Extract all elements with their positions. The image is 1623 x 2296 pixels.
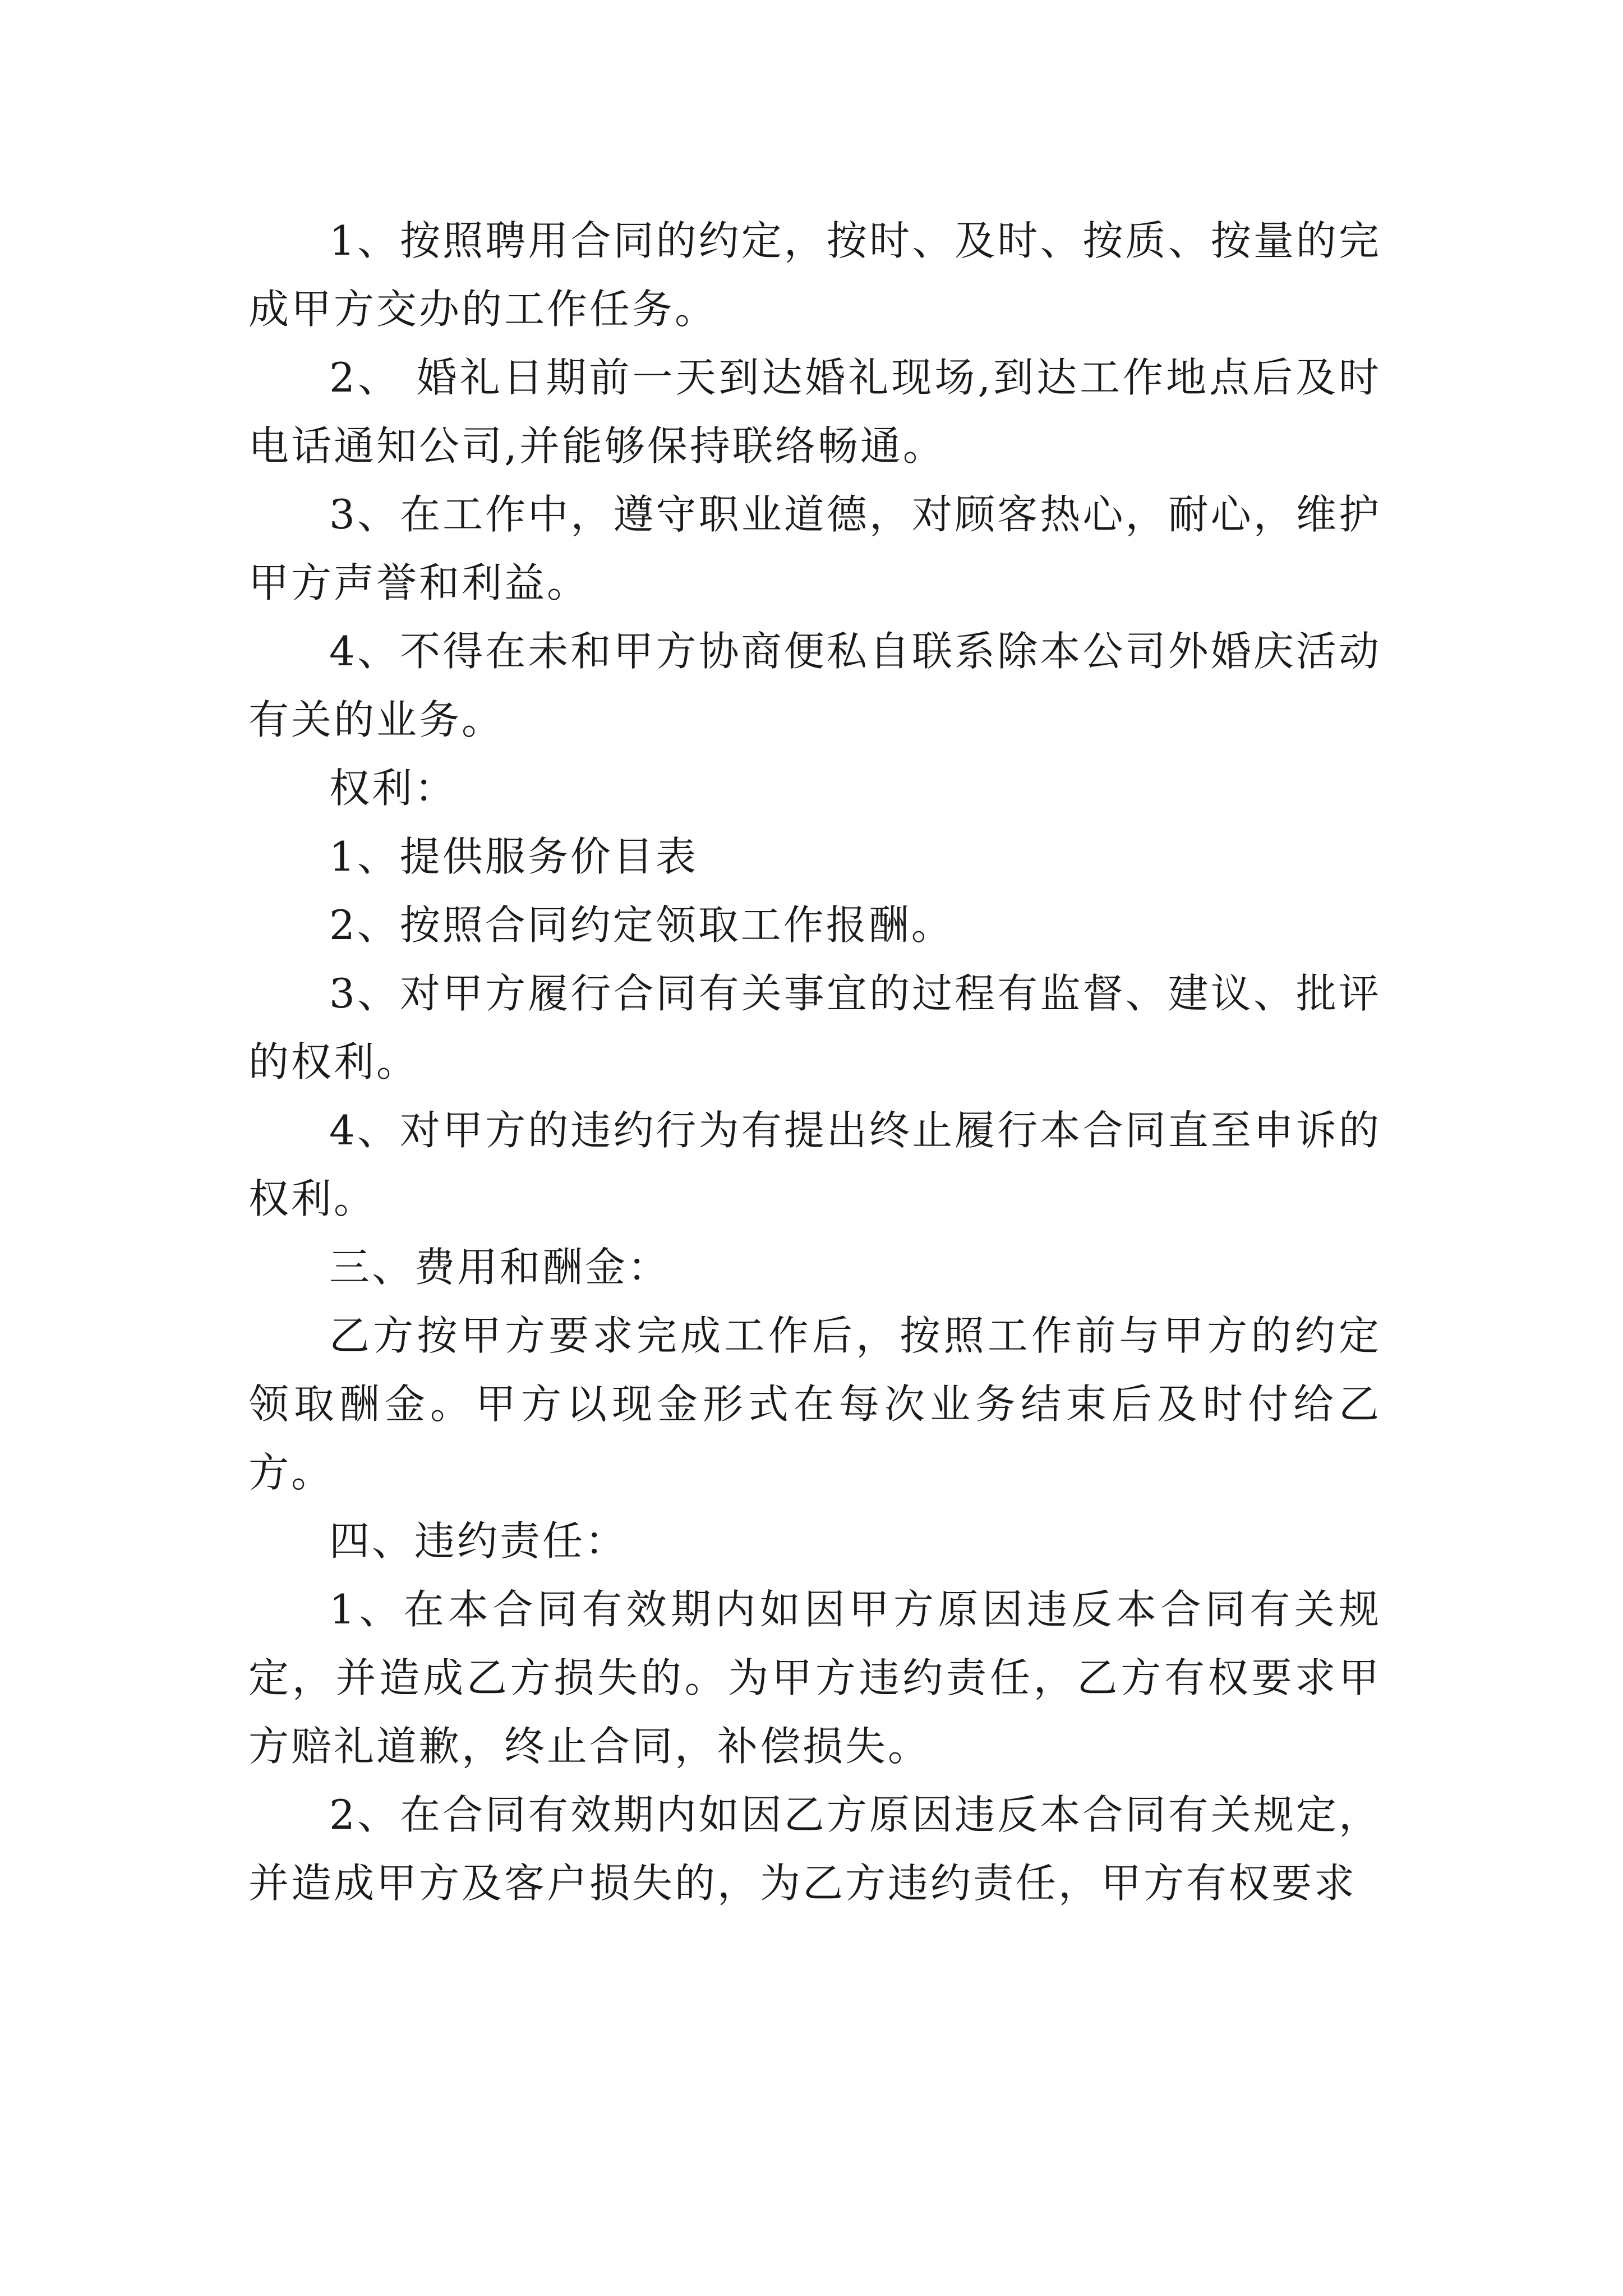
paragraph-fees: 乙方按甲方要求完成工作后，按照工作前与甲方的约定领取酬金。甲方以现金形式在每次业务结束后及时付给乙方。 xyxy=(248,1312,1381,1496)
paragraph-right-2: 2、按照合同约定领取工作报酬。 xyxy=(329,901,954,949)
paragraph-liability-2: 2、在合同有效期内如因乙方原因违反本合同有关规定，并造成甲方及客户损失的，为乙方违约责任，甲方有权要求 xyxy=(248,1791,1381,1907)
paragraph-right-1: 1、提供服务价目表 xyxy=(329,833,698,880)
heading-fees: 三、费用和酬金： xyxy=(329,1244,671,1291)
paragraph-right-3: 3、对甲方履行合同有关事宜的过程有监督、建议、批评的权利。 xyxy=(248,970,1381,1085)
paragraph-duty-4: 4、不得在未和甲方协商便私自联系除本公司外婚庆活动有关的业务。 xyxy=(248,628,1381,743)
paragraph-duty-2: 2、 婚礼日期前一天到达婚礼现场,到达工作地点后及时电话通知公司,并能够保持联络畅通。 xyxy=(248,354,1381,470)
paragraph-right-4: 4、对甲方的违约行为有提出终止履行本合同直至申诉的权利。 xyxy=(248,1107,1381,1222)
heading-rights: 权利： xyxy=(329,765,458,812)
document-body xyxy=(248,206,1381,1917)
paragraph-liability-1: 1、在本合同有效期内如因甲方原因违反本合同有关规定，并造成乙方损失的。为甲方违约责任，乙方有权要求甲方赔礼道歉，终止合同，补偿损失。 xyxy=(248,1586,1381,1770)
heading-liability: 四、违约责任： xyxy=(329,1517,628,1565)
paragraph-duty-1: 1、按照聘用合同的约定，按时、及时、按质、按量的完成甲方交办的工作任务。 xyxy=(248,217,1381,333)
paragraph-duty-3: 3、在工作中，遵守职业道德，对顾客热心，耐心，维护甲方声誉和利益。 xyxy=(248,491,1381,606)
